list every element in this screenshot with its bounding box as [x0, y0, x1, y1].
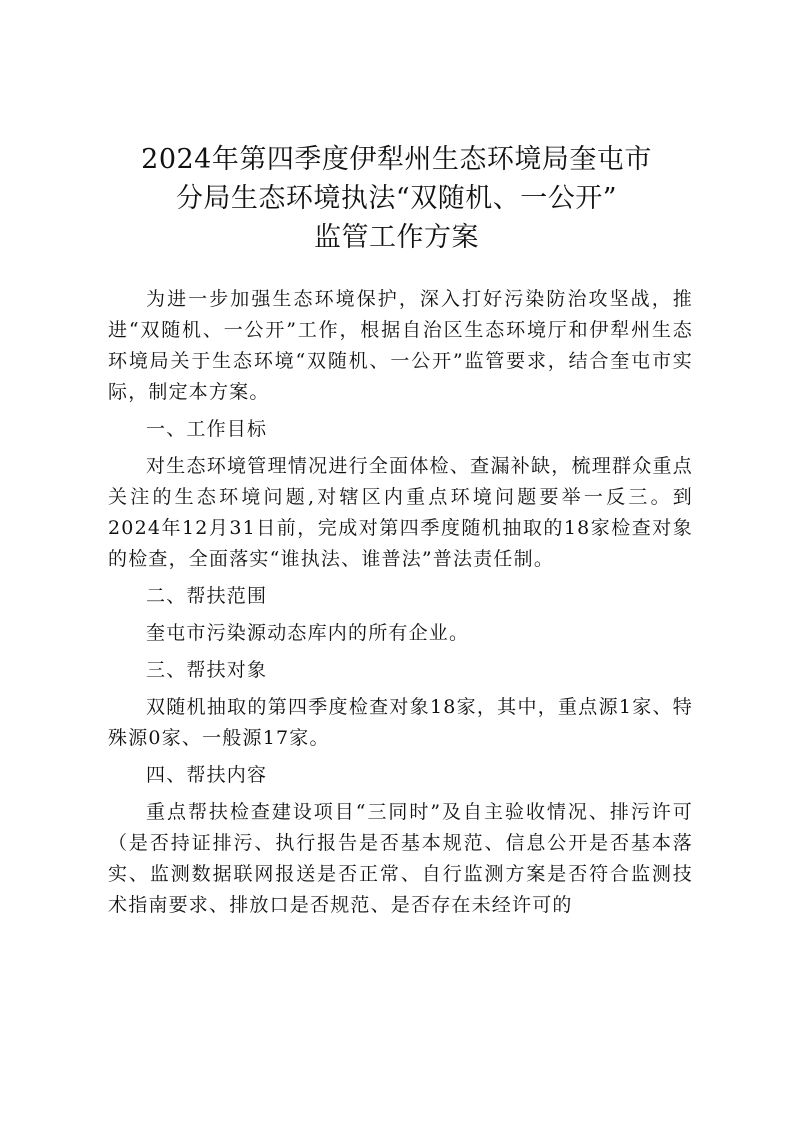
section-body-goals: 对生态环境管理情况进行全面体检、查漏补缺，梳理群众重点关注的生态环境问题,对辖区内重点环境问题要举一反三。到2024年12月31日前，完成对第四季度随机抽取的18家检查对象的检查，全面落实“谁执法、谁普法”普法责任制。 [108, 455, 693, 570]
title-line-3: 监管工作方案 [314, 222, 479, 253]
document-body [108, 284, 693, 927]
document-title [0, 140, 793, 257]
title-line-1: 2024年第四季度伊犁州生态环境局奎屯市 [141, 144, 652, 175]
section-body-targets: 双随机抽取的第四季度检查对象18家，其中，重点源1家、特殊源0家、一般源17家。 [108, 696, 693, 749]
section-body-content: 重点帮扶检查建设项目“三同时”及自主验收情况、排污许可（是否持证排污、执行报告是否基本规范、信息公开是否基本落实、监测数据联网报送是否正常、自行监测方案是否符合监测技术指南要求、排放口是否规范、是否存在未经许可的 [108, 801, 693, 916]
section-heading-targets: 三、帮扶对象 [146, 659, 268, 681]
section-heading-goals: 一、工作目标 [146, 418, 268, 440]
section-heading-scope: 二、帮扶范围 [146, 585, 268, 607]
intro-paragraph: 为进一步加强生态环境保护，深入打好污染防治攻坚战，推进“双随机、一公开”工作，根据自治区生态环境厅和伊犁州生态环境局关于生态环境“双随机、一公开”监管要求，结合奎屯市实际，制定本方案。 [108, 288, 693, 403]
section-heading-content: 四、帮扶内容 [146, 764, 268, 786]
title-line-2: 分局生态环境执法“双随机、一公开” [175, 183, 618, 214]
section-body-scope: 奎屯市污染源动态库内的所有企业。 [146, 622, 470, 644]
